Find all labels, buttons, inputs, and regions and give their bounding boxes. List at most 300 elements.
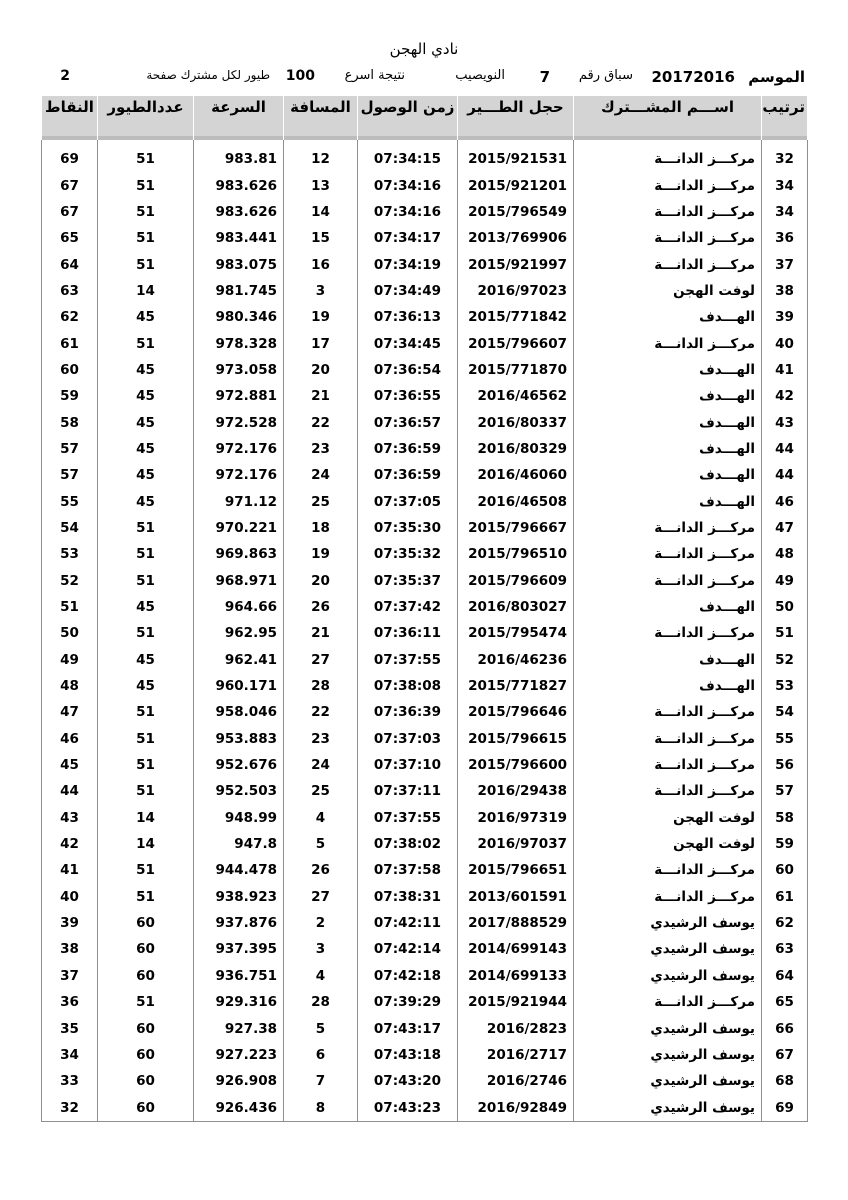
cell-arrival-time: 07:34:45	[358, 330, 458, 356]
col-header-name: اســـم المشـــترك	[574, 96, 762, 140]
cell-speed: 964.66	[194, 594, 284, 620]
cell-distance: 25	[284, 778, 358, 804]
cell-ring: 2015/771842	[458, 304, 574, 330]
cell-ring: 2016/46060	[458, 462, 574, 488]
cell-name: يوسف الرشيدي	[574, 1068, 762, 1094]
cell-arrival-time: 07:34:17	[358, 225, 458, 251]
cell-ring: 2016/97037	[458, 831, 574, 857]
cell-distance: 26	[284, 594, 358, 620]
cell-arrival-time: 07:36:59	[358, 462, 458, 488]
cell-speed: 978.328	[194, 330, 284, 356]
cell-ring: 2016/2746	[458, 1068, 574, 1094]
table-row	[42, 620, 808, 646]
cell-ring: 2015/921531	[458, 140, 574, 172]
cell-bird-count: 51	[98, 199, 194, 225]
cell-rank: 66	[762, 1015, 808, 1041]
cell-arrival-time: 07:42:14	[358, 936, 458, 962]
cell-distance: 5	[284, 831, 358, 857]
cell-speed: 972.176	[194, 436, 284, 462]
cell-points: 48	[42, 673, 98, 699]
cell-arrival-time: 07:43:20	[358, 1068, 458, 1094]
cell-name: يوسف الرشيدي	[574, 936, 762, 962]
col-header-rank: ترتيب	[762, 96, 808, 140]
race-number-value: 7	[539, 68, 550, 86]
table-row	[42, 699, 808, 725]
cell-bird-count: 14	[98, 805, 194, 831]
cell-bird-count: 51	[98, 225, 194, 251]
cell-ring: 2016/2717	[458, 1042, 574, 1068]
cell-ring: 2015/921944	[458, 989, 574, 1015]
cell-bird-count: 51	[98, 140, 194, 172]
table-row	[42, 251, 808, 277]
cell-rank: 54	[762, 699, 808, 725]
table-row	[42, 172, 808, 198]
cell-points: 55	[42, 488, 98, 514]
cell-speed: 972.176	[194, 462, 284, 488]
cell-speed: 936.751	[194, 963, 284, 989]
cell-bird-count: 60	[98, 1042, 194, 1068]
cell-points: 65	[42, 225, 98, 251]
cell-ring: 2016/46562	[458, 383, 574, 409]
season-label: الموسم	[748, 68, 805, 86]
cell-arrival-time: 07:34:19	[358, 251, 458, 277]
cell-distance: 27	[284, 884, 358, 910]
cell-bird-count: 45	[98, 647, 194, 673]
cell-arrival-time: 07:34:16	[358, 199, 458, 225]
cell-ring: 2015/795474	[458, 620, 574, 646]
cell-points: 43	[42, 805, 98, 831]
cell-name: مركـــز الدانـــة	[574, 541, 762, 567]
header-row	[42, 96, 808, 140]
cell-ring: 2013/601591	[458, 884, 574, 910]
cell-name: مركـــز الدانـــة	[574, 857, 762, 883]
cell-distance: 23	[284, 726, 358, 752]
cell-rank: 58	[762, 805, 808, 831]
cell-rank: 67	[762, 1042, 808, 1068]
cell-distance: 18	[284, 515, 358, 541]
cell-distance: 26	[284, 857, 358, 883]
cell-rank: 40	[762, 330, 808, 356]
table-row	[42, 778, 808, 804]
table-row	[42, 409, 808, 435]
cell-arrival-time: 07:36:13	[358, 304, 458, 330]
result-label: نتيجة اسرع	[344, 68, 405, 83]
cell-name: الهـــدف	[574, 357, 762, 383]
cell-distance: 6	[284, 1042, 358, 1068]
race-info-bar	[45, 68, 805, 90]
cell-distance: 7	[284, 1068, 358, 1094]
cell-distance: 13	[284, 172, 358, 198]
cell-rank: 61	[762, 884, 808, 910]
cell-name: يوسف الرشيدي	[574, 910, 762, 936]
cell-points: 64	[42, 251, 98, 277]
cell-arrival-time: 07:37:55	[358, 647, 458, 673]
cell-arrival-time: 07:34:16	[358, 172, 458, 198]
cell-speed: 983.626	[194, 172, 284, 198]
table-row	[42, 383, 808, 409]
cell-speed: 980.346	[194, 304, 284, 330]
cell-ring: 2016/92849	[458, 1094, 574, 1121]
cell-distance: 19	[284, 304, 358, 330]
cell-points: 47	[42, 699, 98, 725]
cell-distance: 21	[284, 620, 358, 646]
cell-bird-count: 51	[98, 699, 194, 725]
cell-rank: 39	[762, 304, 808, 330]
cell-bird-count: 51	[98, 620, 194, 646]
cell-points: 52	[42, 568, 98, 594]
cell-bird-count: 60	[98, 1094, 194, 1121]
results-body	[42, 140, 808, 1121]
cell-rank: 69	[762, 1094, 808, 1121]
cell-ring: 2016/46236	[458, 647, 574, 673]
cell-rank: 59	[762, 831, 808, 857]
cell-arrival-time: 07:37:42	[358, 594, 458, 620]
cell-speed: 952.676	[194, 752, 284, 778]
cell-points: 51	[42, 594, 98, 620]
table-row	[42, 647, 808, 673]
cell-bird-count: 51	[98, 568, 194, 594]
col-header-birds: عددالطيور	[98, 96, 194, 140]
cell-name: الهـــدف	[574, 647, 762, 673]
cell-rank: 37	[762, 251, 808, 277]
cell-bird-count: 51	[98, 251, 194, 277]
cell-speed: 973.058	[194, 357, 284, 383]
cell-speed: 937.876	[194, 910, 284, 936]
cell-arrival-time: 07:43:23	[358, 1094, 458, 1121]
table-row	[42, 831, 808, 857]
cell-arrival-time: 07:37:58	[358, 857, 458, 883]
cell-arrival-time: 07:38:08	[358, 673, 458, 699]
cell-rank: 51	[762, 620, 808, 646]
cell-bird-count: 60	[98, 963, 194, 989]
cell-rank: 42	[762, 383, 808, 409]
cell-rank: 48	[762, 541, 808, 567]
table-row	[42, 199, 808, 225]
cell-arrival-time: 07:34:49	[358, 278, 458, 304]
cell-bird-count: 60	[98, 1015, 194, 1041]
cell-arrival-time: 07:43:17	[358, 1015, 458, 1041]
cell-rank: 34	[762, 199, 808, 225]
cell-arrival-time: 07:39:29	[358, 989, 458, 1015]
cell-bird-count: 51	[98, 989, 194, 1015]
cell-points: 67	[42, 199, 98, 225]
cell-distance: 3	[284, 936, 358, 962]
cell-name: يوسف الرشيدي	[574, 1094, 762, 1121]
cell-bird-count: 60	[98, 1068, 194, 1094]
cell-bird-count: 51	[98, 726, 194, 752]
table-row	[42, 726, 808, 752]
cell-speed: 944.478	[194, 857, 284, 883]
cell-arrival-time: 07:36:57	[358, 409, 458, 435]
col-header-distance: المسافة	[284, 96, 358, 140]
cell-distance: 4	[284, 805, 358, 831]
cell-bird-count: 45	[98, 409, 194, 435]
cell-rank: 44	[762, 462, 808, 488]
cell-rank: 55	[762, 726, 808, 752]
cell-ring: 2016/2823	[458, 1015, 574, 1041]
cell-points: 40	[42, 884, 98, 910]
table-row	[42, 752, 808, 778]
cell-points: 57	[42, 436, 98, 462]
col-header-time: زمن الوصول	[358, 96, 458, 140]
cell-name: مركـــز الدانـــة	[574, 726, 762, 752]
cell-arrival-time: 07:42:11	[358, 910, 458, 936]
cell-speed: 983.075	[194, 251, 284, 277]
cell-distance: 17	[284, 330, 358, 356]
cell-speed: 953.883	[194, 726, 284, 752]
cell-points: 53	[42, 541, 98, 567]
cell-name: مركـــز الدانـــة	[574, 778, 762, 804]
cell-rank: 63	[762, 936, 808, 962]
cell-ring: 2016/97023	[458, 278, 574, 304]
cell-bird-count: 51	[98, 515, 194, 541]
table-row	[42, 330, 808, 356]
cell-points: 62	[42, 304, 98, 330]
table-row	[42, 278, 808, 304]
cell-distance: 4	[284, 963, 358, 989]
cell-ring: 2016/80329	[458, 436, 574, 462]
cell-distance: 5	[284, 1015, 358, 1041]
cell-speed: 927.223	[194, 1042, 284, 1068]
cell-speed: 952.503	[194, 778, 284, 804]
cell-name: مركـــز الدانـــة	[574, 620, 762, 646]
table-row	[42, 594, 808, 620]
cell-points: 33	[42, 1068, 98, 1094]
col-header-points: النقاط	[42, 96, 98, 140]
results-table	[41, 96, 808, 1122]
cell-bird-count: 45	[98, 383, 194, 409]
cell-arrival-time: 07:38:02	[358, 831, 458, 857]
cell-speed: 972.881	[194, 383, 284, 409]
table-row	[42, 884, 808, 910]
cell-bird-count: 14	[98, 278, 194, 304]
cell-distance: 14	[284, 199, 358, 225]
cell-rank: 62	[762, 910, 808, 936]
cell-speed: 971.12	[194, 488, 284, 514]
cell-speed: 981.745	[194, 278, 284, 304]
cell-distance: 22	[284, 409, 358, 435]
cell-ring: 2016/97319	[458, 805, 574, 831]
cell-name: لوفت الهجن	[574, 805, 762, 831]
cell-arrival-time: 07:37:05	[358, 488, 458, 514]
cell-name: يوسف الرشيدي	[574, 963, 762, 989]
cell-name: الهـــدف	[574, 304, 762, 330]
cell-speed: 968.971	[194, 568, 284, 594]
table-row	[42, 304, 808, 330]
cell-points: 54	[42, 515, 98, 541]
cell-name: مركـــز الدانـــة	[574, 199, 762, 225]
cell-points: 58	[42, 409, 98, 435]
cell-ring: 2016/29438	[458, 778, 574, 804]
cell-name: الهـــدف	[574, 436, 762, 462]
cell-rank: 53	[762, 673, 808, 699]
cell-bird-count: 45	[98, 357, 194, 383]
cell-points: 35	[42, 1015, 98, 1041]
cell-name: لوفت الهجن	[574, 278, 762, 304]
cell-name: الهـــدف	[574, 594, 762, 620]
cell-arrival-time: 07:36:11	[358, 620, 458, 646]
cell-bird-count: 51	[98, 857, 194, 883]
cell-rank: 38	[762, 278, 808, 304]
cell-points: 57	[42, 462, 98, 488]
table-row	[42, 140, 808, 172]
result-count: 100	[285, 68, 315, 84]
cell-ring: 2016/46508	[458, 488, 574, 514]
cell-distance: 3	[284, 278, 358, 304]
table-row	[42, 225, 808, 251]
cell-rank: 46	[762, 488, 808, 514]
table-row	[42, 805, 808, 831]
cell-name: الهـــدف	[574, 462, 762, 488]
cell-points: 39	[42, 910, 98, 936]
cell-rank: 36	[762, 225, 808, 251]
cell-distance: 28	[284, 673, 358, 699]
cell-bird-count: 45	[98, 462, 194, 488]
cell-points: 42	[42, 831, 98, 857]
cell-arrival-time: 07:42:18	[358, 963, 458, 989]
cell-ring: 2015/921201	[458, 172, 574, 198]
cell-distance: 25	[284, 488, 358, 514]
cell-arrival-time: 07:36:54	[358, 357, 458, 383]
cell-arrival-time: 07:38:31	[358, 884, 458, 910]
cell-rank: 50	[762, 594, 808, 620]
cell-speed: 947.8	[194, 831, 284, 857]
table-row	[42, 963, 808, 989]
season-value: 20172016	[651, 68, 735, 86]
cell-arrival-time: 07:36:55	[358, 383, 458, 409]
cell-ring: 2015/796510	[458, 541, 574, 567]
cell-bird-count: 45	[98, 436, 194, 462]
table-row	[42, 857, 808, 883]
cell-rank: 43	[762, 409, 808, 435]
cell-speed: 926.436	[194, 1094, 284, 1121]
cell-speed: 938.923	[194, 884, 284, 910]
cell-bird-count: 51	[98, 172, 194, 198]
cell-points: 49	[42, 647, 98, 673]
cell-bird-count: 51	[98, 752, 194, 778]
cell-speed: 969.863	[194, 541, 284, 567]
table-row	[42, 541, 808, 567]
cell-distance: 2	[284, 910, 358, 936]
club-title: نادي الهجن	[389, 40, 459, 58]
cell-speed: 983.441	[194, 225, 284, 251]
cell-name: مركـــز الدانـــة	[574, 699, 762, 725]
cell-distance: 12	[284, 140, 358, 172]
cell-name: مركـــز الدانـــة	[574, 752, 762, 778]
cell-points: 36	[42, 989, 98, 1015]
cell-arrival-time: 07:37:03	[358, 726, 458, 752]
table-row	[42, 1015, 808, 1041]
cell-points: 38	[42, 936, 98, 962]
table-row	[42, 462, 808, 488]
cell-ring: 2015/796600	[458, 752, 574, 778]
cell-speed: 960.171	[194, 673, 284, 699]
cell-name: مركـــز الدانـــة	[574, 884, 762, 910]
table-row	[42, 1042, 808, 1068]
cell-bird-count: 51	[98, 884, 194, 910]
cell-ring: 2015/796667	[458, 515, 574, 541]
cell-points: 46	[42, 726, 98, 752]
cell-ring: 2015/771870	[458, 357, 574, 383]
cell-ring: 2015/796607	[458, 330, 574, 356]
cell-points: 60	[42, 357, 98, 383]
cell-rank: 52	[762, 647, 808, 673]
cell-distance: 20	[284, 357, 358, 383]
cell-speed: 970.221	[194, 515, 284, 541]
cell-rank: 41	[762, 357, 808, 383]
cell-rank: 44	[762, 436, 808, 462]
cell-arrival-time: 07:34:15	[358, 140, 458, 172]
cell-arrival-time: 07:35:32	[358, 541, 458, 567]
cell-speed: 972.528	[194, 409, 284, 435]
cell-ring: 2015/796651	[458, 857, 574, 883]
cell-name: يوسف الرشيدي	[574, 1015, 762, 1041]
cell-distance: 24	[284, 752, 358, 778]
cell-ring: 2015/796646	[458, 699, 574, 725]
cell-ring: 2017/888529	[458, 910, 574, 936]
cell-name: الهـــدف	[574, 409, 762, 435]
table-row	[42, 989, 808, 1015]
cell-bird-count: 45	[98, 673, 194, 699]
cell-points: 41	[42, 857, 98, 883]
cell-distance: 27	[284, 647, 358, 673]
cell-distance: 8	[284, 1094, 358, 1121]
cell-arrival-time: 07:37:55	[358, 805, 458, 831]
cell-name: مركـــز الدانـــة	[574, 172, 762, 198]
cell-bird-count: 51	[98, 541, 194, 567]
cell-ring: 2015/771827	[458, 673, 574, 699]
cell-speed: 948.99	[194, 805, 284, 831]
cell-bird-count: 45	[98, 304, 194, 330]
cell-ring: 2015/796615	[458, 726, 574, 752]
table-row	[42, 568, 808, 594]
table-row	[42, 936, 808, 962]
cell-distance: 16	[284, 251, 358, 277]
cell-ring: 2015/796609	[458, 568, 574, 594]
cell-name: مركـــز الدانـــة	[574, 225, 762, 251]
cell-points: 59	[42, 383, 98, 409]
cell-distance: 21	[284, 383, 358, 409]
cell-arrival-time: 07:35:30	[358, 515, 458, 541]
cell-rank: 57	[762, 778, 808, 804]
cell-name: مركـــز الدانـــة	[574, 989, 762, 1015]
cell-rank: 60	[762, 857, 808, 883]
cell-ring: 2016/80337	[458, 409, 574, 435]
cell-arrival-time: 07:37:10	[358, 752, 458, 778]
cell-ring: 2014/699133	[458, 963, 574, 989]
col-header-speed: السرعة	[194, 96, 284, 140]
cell-distance: 28	[284, 989, 358, 1015]
cell-distance: 24	[284, 462, 358, 488]
cell-name: لوفت الهجن	[574, 831, 762, 857]
cell-ring: 2013/769906	[458, 225, 574, 251]
cell-bird-count: 51	[98, 778, 194, 804]
cell-speed: 927.38	[194, 1015, 284, 1041]
cell-rank: 64	[762, 963, 808, 989]
cell-name: الهـــدف	[574, 383, 762, 409]
cell-points: 44	[42, 778, 98, 804]
table-row	[42, 910, 808, 936]
table-row	[42, 488, 808, 514]
cell-points: 32	[42, 1094, 98, 1121]
cell-rank: 32	[762, 140, 808, 172]
table-row	[42, 1068, 808, 1094]
cell-speed: 929.316	[194, 989, 284, 1015]
cell-rank: 68	[762, 1068, 808, 1094]
cell-points: 63	[42, 278, 98, 304]
cell-points: 69	[42, 140, 98, 172]
table-row	[42, 436, 808, 462]
